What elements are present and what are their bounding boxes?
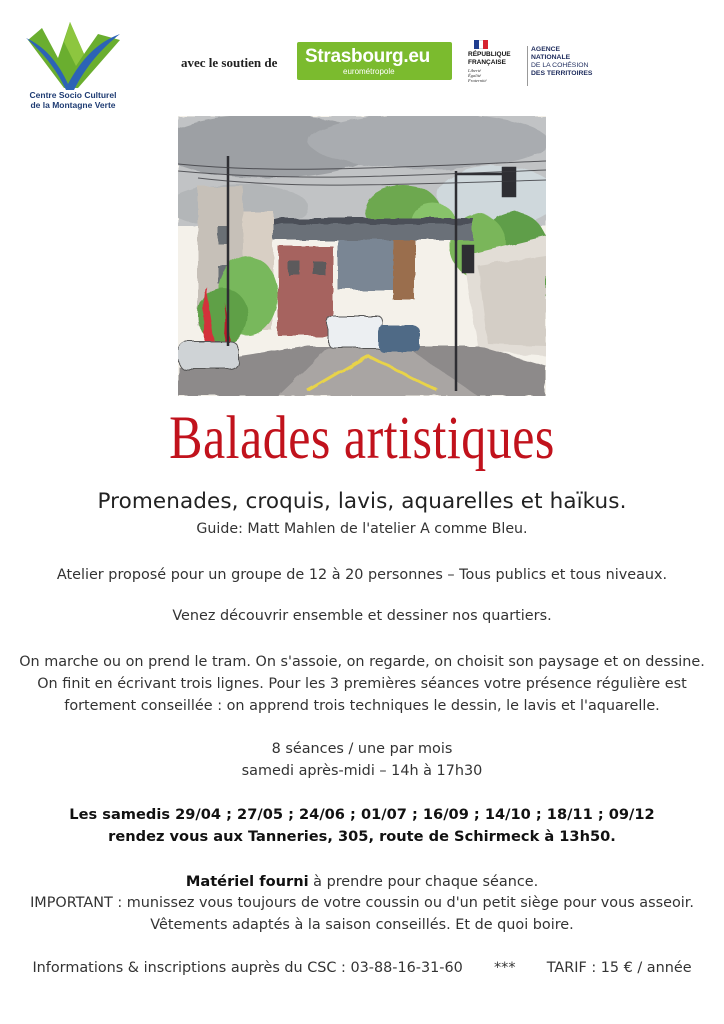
csc-logo-icon xyxy=(24,18,122,92)
strasbourg-logo-main: Strasbourg.eu xyxy=(305,46,430,67)
csc-logo-line2: de la Montagne Verte xyxy=(30,100,116,110)
anct-line3: DE LA COHÉSION xyxy=(531,62,589,69)
republique-francaise-logo xyxy=(466,40,528,84)
sponsor-label: avec le soutien de xyxy=(181,55,278,70)
invite-text: Venez découvrir ensemble et dessiner nos quartiers. xyxy=(172,608,552,624)
material-rest: à prendre pour chaque séance. xyxy=(308,874,539,890)
page-title: Balades artistiques xyxy=(169,403,555,472)
rf-motto2: Égalité xyxy=(468,73,481,78)
csc-logo-line1: Centre Socio Culturel xyxy=(29,90,117,100)
page-subtitle: Promenades, croquis, lavis, aquarelles et haïkus. xyxy=(97,489,627,514)
anct-logo xyxy=(527,46,601,86)
material-line1 xyxy=(0,873,724,890)
footer-info: Informations & inscriptions auprès du CSC : 03-88-16-31-60 xyxy=(32,960,463,976)
description-line1: On marche ou on prend le tram. On s'assoie, on regarde, on choisit son paysage et on dessine. xyxy=(19,654,705,670)
time-text: samedi après-midi – 14h à 17h30 xyxy=(241,763,483,779)
rf-line2: FRANÇAISE xyxy=(468,58,506,66)
guide-text: Guide: Matt Mahlen de l'atelier A comme Bleu. xyxy=(196,521,528,537)
dates-line2: rendez vous aux Tanneries, 305, route de Schirmeck à 13h50. xyxy=(108,828,616,845)
rf-line1: RÉPUBLIQUE xyxy=(468,51,511,58)
rf-motto1: Liberté xyxy=(468,68,481,73)
intro-text: Atelier proposé pour un groupe de 12 à 20 personnes – Tous publics et tous niveaux. xyxy=(56,567,668,583)
watercolor-street-scene-image xyxy=(178,116,546,396)
rf-motto3: Fraternité xyxy=(468,78,487,83)
material-line3: Vêtements adaptés à la saison conseillés. Et de quoi boire. xyxy=(150,917,574,933)
footer-tarif: TARIF : 15 € / année xyxy=(546,960,692,976)
footer-line xyxy=(0,960,724,976)
description-line3: fortement conseillée : on apprend trois techniques le dessin, le lavis et l'aquarelle. xyxy=(64,698,660,714)
strasbourg-logo-sub: eurométropole xyxy=(343,67,395,76)
material-line2: IMPORTANT : munissez vous toujours de votre coussin ou d'un petit siège pour vous asseoir. xyxy=(30,895,694,911)
anct-line2: NATIONALE xyxy=(531,54,571,61)
description-line2: On finit en écrivant trois lignes. Pour les 3 premières séances votre présence régulière est xyxy=(37,676,687,692)
dates-line1: Les samedis 29/04 ; 27/05 ; 24/06 ; 01/07 ; 16/09 ; 14/10 ; 18/11 ; 09/12 xyxy=(69,806,655,823)
sessions-text: 8 séances / une par mois xyxy=(271,741,453,757)
anct-line1: AGENCE xyxy=(531,46,561,53)
strasbourg-logo xyxy=(297,42,452,80)
csc-logo xyxy=(18,18,128,114)
anct-line4: DES TERRITOIRES xyxy=(531,70,593,77)
material-bold: Matériel fourni xyxy=(185,873,309,890)
french-flag-icon xyxy=(474,40,488,49)
footer-separator: *** xyxy=(493,960,516,976)
